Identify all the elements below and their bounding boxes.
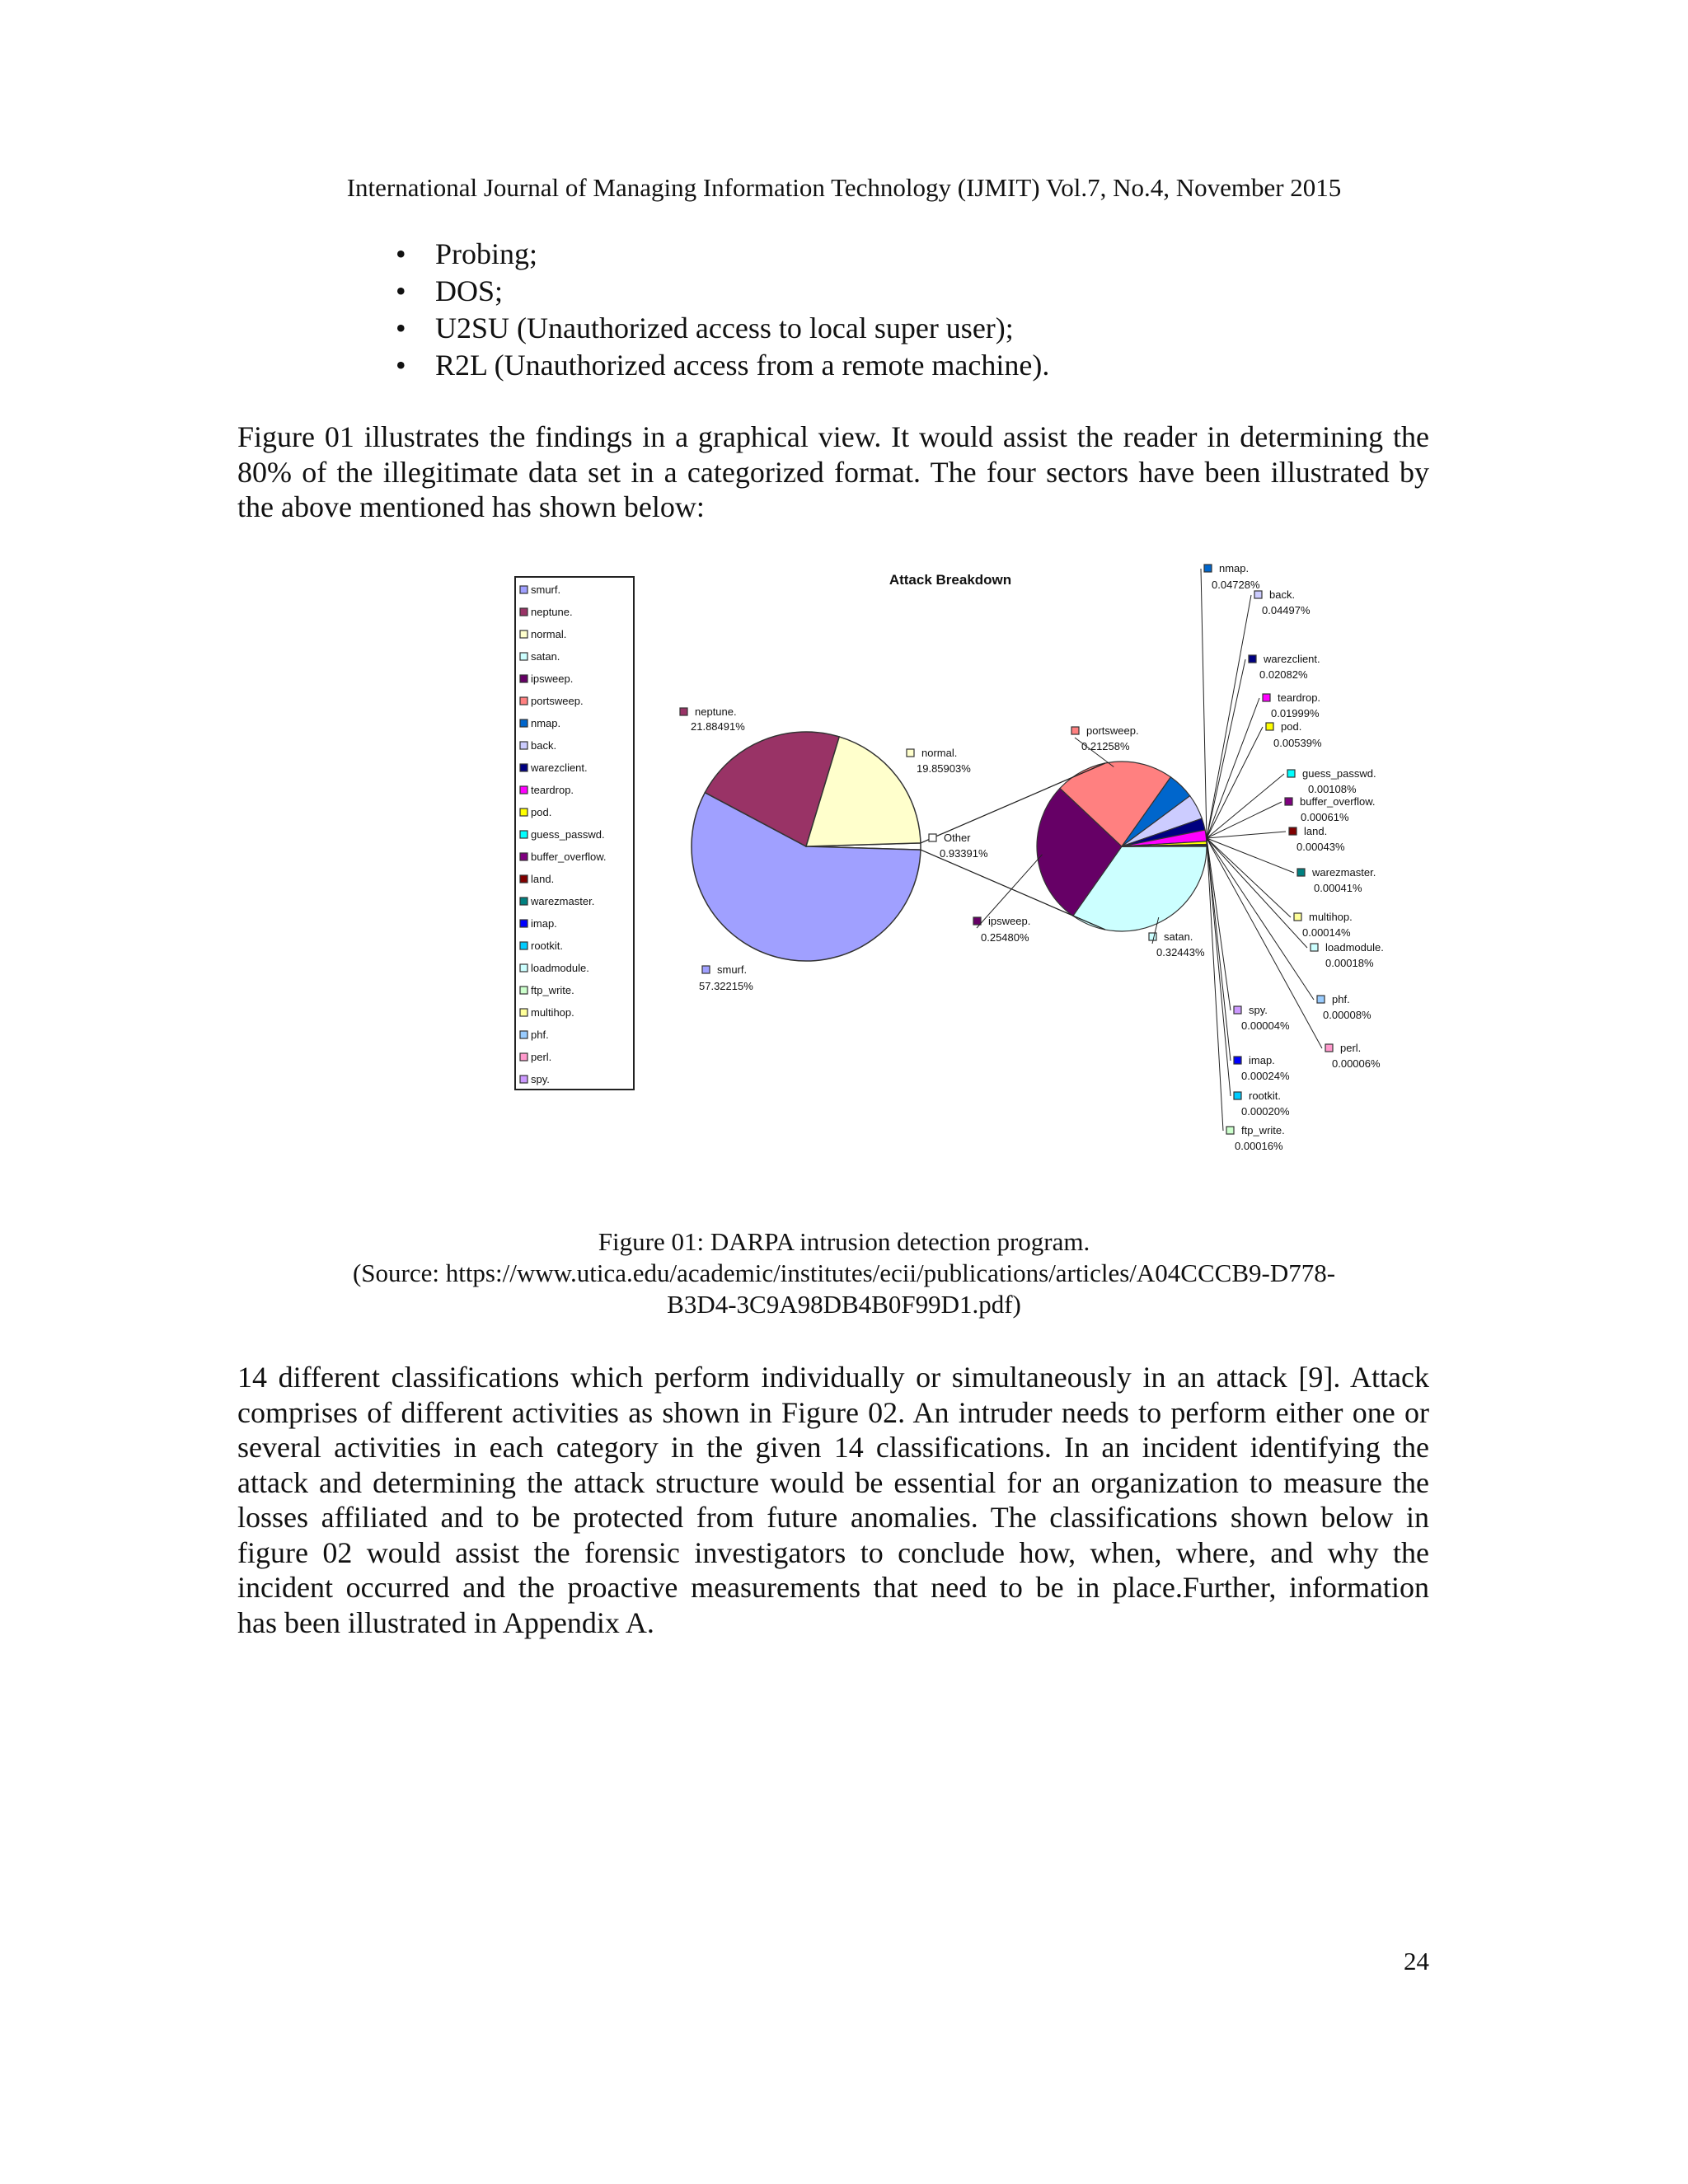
slice-label-name: Other [944, 832, 971, 844]
leader-line [1207, 838, 1231, 1061]
legend-swatch [520, 586, 528, 593]
label-swatch [1234, 1092, 1241, 1099]
chart-title: Attack Breakdown [889, 572, 1012, 588]
slice-label-name: loadmodule. [1325, 941, 1384, 954]
slice-label-name: pod. [1281, 720, 1302, 733]
slice-label-name: perl. [1340, 1042, 1362, 1054]
legend-swatch [520, 964, 528, 972]
slice-label-value: 0.00008% [1323, 1009, 1372, 1021]
slice-label-value: 0.00108% [1308, 783, 1357, 795]
legend-entry: neptune. [531, 606, 573, 618]
slice-label-name: normal. [921, 747, 958, 759]
legend-swatch [520, 630, 528, 638]
label-swatch [680, 708, 687, 715]
slice-label-name: spy. [1249, 1004, 1268, 1016]
label-swatch [907, 749, 914, 757]
slice-label-name: buffer_overflow. [1300, 795, 1376, 808]
legend-entry: rootkit. [531, 940, 564, 952]
slice-label-value: 0.93391% [940, 847, 988, 860]
label-swatch [1149, 933, 1156, 940]
label-swatch [1204, 565, 1212, 572]
slice-label-name: land. [1304, 825, 1328, 837]
legend-swatch [520, 675, 528, 682]
label-swatch [1325, 1044, 1333, 1052]
slice-label-name: nmap. [1219, 562, 1250, 574]
legend-entry: warezclient. [531, 762, 588, 774]
label-swatch [1234, 1006, 1241, 1014]
slice-label-name: teardrop. [1278, 691, 1321, 704]
slice-label-value: 0.04728% [1212, 579, 1260, 591]
chart-legend [515, 577, 634, 1090]
legend-entry: ftp_write. [531, 984, 574, 996]
slice-label-value: 0.00014% [1302, 926, 1351, 939]
legend-entry: smurf. [531, 583, 561, 596]
slice-label-name: satan. [1164, 930, 1193, 943]
legend-swatch [520, 987, 528, 994]
legend-swatch [520, 1009, 528, 1016]
paragraph-line: attack and determining the attack structure would be essential for an organization to measure the [237, 1465, 1429, 1499]
slice-label-name: smurf. [717, 963, 748, 976]
bullet-icon: • [396, 349, 406, 382]
slice-label-name: warezclient. [1264, 653, 1320, 665]
slice-label-value: 0.00006% [1332, 1057, 1381, 1070]
legend-entry: land. [531, 873, 555, 885]
other-pie [1037, 762, 1207, 931]
label-swatch [1311, 944, 1318, 951]
slice-label-value: 0.00020% [1241, 1105, 1290, 1118]
paragraph-line: has been illustrated in Appendix A. [237, 1605, 654, 1639]
legend-entry: loadmodule. [531, 962, 589, 974]
label-swatch [1254, 591, 1262, 598]
slice-label-value: 0.00004% [1241, 1019, 1290, 1032]
label-swatch [1071, 727, 1079, 734]
label-swatch [702, 966, 710, 973]
slice-label-value: 0.21258% [1081, 740, 1130, 752]
legend-swatch [520, 742, 528, 749]
legend-entry: normal. [531, 628, 567, 640]
slice-label-value: 0.00539% [1273, 737, 1322, 749]
leader-line [1207, 698, 1259, 838]
legend-swatch [520, 653, 528, 660]
slice-label-name: ipsweep. [988, 915, 1031, 927]
legend-swatch [520, 608, 528, 616]
slice-label-value: 0.25480% [981, 931, 1029, 944]
slice-label-name: back. [1269, 588, 1296, 601]
slice-label-value: 57.32215% [699, 980, 753, 992]
legend-entry: spy. [531, 1073, 550, 1085]
paragraph-line: several activities in each category in the given 14 classifications. In an incident identifying the [237, 1431, 1429, 1464]
slice-label-name: ftp_write. [1241, 1124, 1285, 1137]
legend-entry: pod. [531, 806, 552, 818]
legend-entry: portsweep. [531, 695, 584, 707]
legend-swatch [520, 1076, 528, 1083]
slice-label-value: 0.01999% [1271, 707, 1320, 719]
slice-label-value: 0.00018% [1325, 957, 1374, 969]
label-swatch [973, 917, 981, 925]
label-swatch [1226, 1127, 1234, 1134]
paragraph-line: 80% of the illegitimate data set in a categorized format. The four sectors have been illustrated by [237, 455, 1429, 489]
slice-label-value: 0.00016% [1235, 1140, 1283, 1152]
slice-label-value: 0.02082% [1259, 668, 1308, 681]
label-swatch [1266, 723, 1273, 730]
slice-label-value: 0.32443% [1156, 946, 1205, 958]
legend-entry: perl. [531, 1051, 552, 1063]
paragraph-line: Figure 01 illustrates the findings in a graphical view. It would assist the reader in determining the [237, 420, 1429, 453]
legend-entry: multihop. [531, 1006, 574, 1019]
list-item: • Probing; [396, 236, 1049, 273]
label-swatch [1285, 798, 1292, 805]
legend-entry: ipsweep. [531, 673, 574, 685]
legend-swatch [520, 920, 528, 927]
label-swatch [1249, 655, 1256, 663]
legend-swatch [520, 719, 528, 727]
legend-entry: teardrop. [531, 784, 574, 796]
slice-label-name: multihop. [1309, 911, 1353, 923]
legend-entry: guess_passwd. [531, 828, 605, 841]
legend-swatch [520, 831, 528, 838]
legend-entry: imap. [531, 917, 557, 930]
slice-label-name: portsweep. [1086, 724, 1139, 737]
slice-label-name: rootkit. [1249, 1090, 1282, 1102]
legend-entry: buffer_overflow. [531, 851, 607, 863]
figure-caption: Figure 01: DARPA intrusion detection program. [598, 1227, 1090, 1256]
legend-swatch [520, 1031, 528, 1038]
legend-entry: back. [531, 739, 557, 752]
leader-line [1207, 595, 1251, 838]
label-swatch [1234, 1057, 1241, 1064]
slice-label-value: 0.00041% [1314, 882, 1362, 894]
label-swatch [1294, 913, 1301, 921]
legend-entry: nmap. [531, 717, 561, 729]
legend-entry: satan. [531, 650, 560, 663]
paragraph-line: figure 02 would assist the forensic investigators to conclude how, when, where, and why the [237, 1535, 1429, 1569]
legend-swatch [520, 898, 528, 905]
label-swatch [1263, 694, 1270, 701]
legend-swatch [520, 942, 528, 949]
bullet-icon: • [396, 274, 406, 307]
list-item: • U2SU (Unauthorized access to local super user); [396, 310, 1049, 347]
leader-line [1207, 727, 1263, 838]
slice-label-name: imap. [1249, 1054, 1275, 1066]
leader-line [1207, 838, 1223, 1131]
leader-line [1207, 838, 1307, 948]
legend-swatch [520, 875, 528, 883]
page-number: 24 [1404, 1947, 1429, 1975]
legend-swatch [520, 697, 528, 705]
legend-swatch [520, 764, 528, 771]
list-item: • R2L (Unauthorized access from a remote machine). [396, 347, 1049, 384]
label-swatch [1289, 827, 1296, 835]
label-swatch [1297, 869, 1305, 876]
leader-line [1207, 838, 1231, 1010]
legend-swatch [520, 1053, 528, 1061]
paragraph-line: 14 different classifications which perform individually or simultaneously in an attack [9]. Attack [237, 1361, 1429, 1394]
leader-line [1201, 569, 1207, 838]
slice-label-value: 19.85903% [917, 762, 971, 775]
figure-source-line-1: (Source: https://www.utica.edu/academic/institutes/ecii/publications/articles/A04CCCB9-D778- [352, 1258, 1336, 1287]
slice-label-value: 0.00061% [1301, 811, 1349, 823]
leader-line [1207, 838, 1291, 917]
body-paragraph [237, 1360, 1429, 1640]
leader-line [1207, 838, 1294, 873]
slice-label-name: neptune. [695, 705, 737, 718]
label-swatch [1287, 770, 1295, 777]
list-item: • DOS; [396, 273, 1049, 310]
slice-label-value: 0.04497% [1262, 604, 1311, 616]
slice-label-name: warezmaster. [1312, 866, 1376, 879]
journal-header: International Journal of Managing Information Technology (IJMIT) Vol.7, No.4, November 2015 [346, 173, 1342, 202]
bullet-icon: • [396, 312, 406, 344]
legend-swatch [520, 786, 528, 794]
paragraph-line: comprises of different activities as shown in Figure 02. An intruder needs to perform either one or [237, 1395, 1429, 1429]
bullet-icon: • [396, 237, 406, 270]
label-swatch [1317, 996, 1325, 1003]
main-pie [692, 732, 921, 961]
paragraph-line: the above mentioned has shown below: [237, 490, 705, 523]
slice-label-value: 0.00043% [1296, 841, 1345, 853]
label-swatch [929, 834, 936, 841]
slice-label-name: guess_passwd. [1302, 767, 1376, 780]
legend-entry: warezmaster. [531, 895, 595, 907]
legend-entry: phf. [531, 1029, 549, 1041]
slice-label-value: 21.88491% [691, 720, 745, 733]
legend-swatch [520, 808, 528, 816]
paragraph-line: incident occurred and the proactive measurements that need to be in place.Further, information [237, 1571, 1429, 1604]
slice-label-name: phf. [1332, 993, 1350, 1005]
slice-label-value: 0.00024% [1241, 1070, 1290, 1082]
legend-swatch [520, 853, 528, 860]
figure-source-line-2: B3D4-3C9A98DB4B0F99D1.pdf) [667, 1290, 1021, 1319]
paragraph-line: losses affiliated and to be protected from future anomalies. The classifications shown below in [237, 1501, 1429, 1534]
